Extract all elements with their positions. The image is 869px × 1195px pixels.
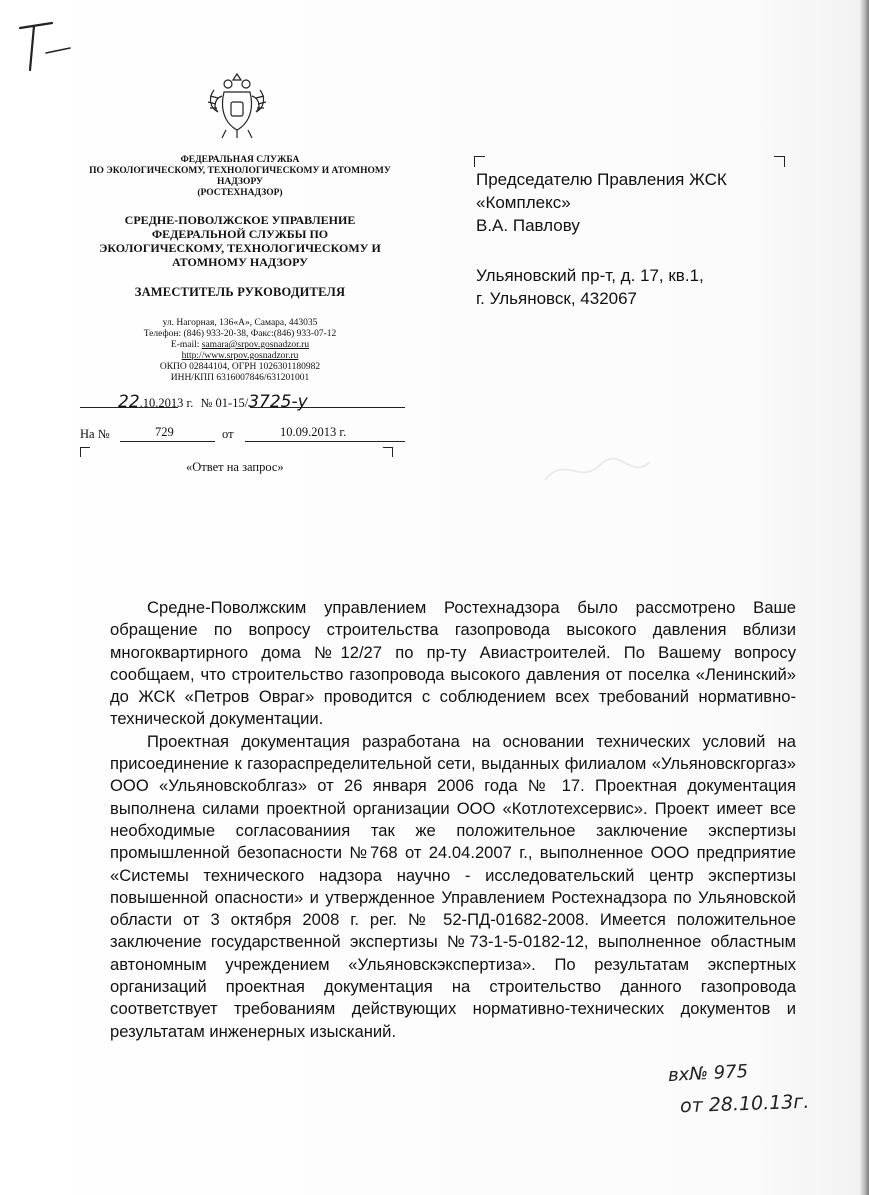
addressee-city: г. Ульяновск, 432067 [476,289,638,308]
email-label: E-mail: [170,340,202,350]
outgoing-no-label: № [200,396,213,410]
addressee-name: В.А. Павлову [476,216,580,235]
division-name: СРЕДНЕ-ПОВОЛЖСКОЕ УПРАВЛЕНИЕ ФЕДЕРАЛЬНОЙ СЛУЖБЫ ПО ЭКОЛОГИЧЕСКОМУ, ТЕХНОЛОГИЧЕСКОМУ И АТОМНОМУ НАДЗОРУ [99,213,381,269]
outgoing-ref [118,392,308,412]
signatory-position: ЗАМЕСТИТЕЛЬ РУКОВОДИТЕЛЯ [134,285,346,299]
incoming-registration-date: от 28.10.13г. [679,1090,810,1118]
outgoing-date: .10.2013 г. [139,396,194,410]
addressee-corner-right [774,156,785,167]
body-paragraph-2: Проектная документация разработана на основании технических условий на присоединение к газораспределительной сети, выданных филиалом «Ульяновскгоргаз» ООО «Ульяновскоблгаз» от 26 января 2006 года № 17. Проектная документация выполнена силами проектной организации ООО «Котлотехсервис». Проект имеет все необходимые согласованиия так же положительное заключение экспертизы промышленной безопасности №768 от 24.04.2007 г., выполненное ООО предприятие «Системы технического надзора научно - исследовательский центр экспертизы повышенной опасности» и утвержденное Управлением Ростехнадзора по Ульяновской области от 3 октября 2008 г. рег. № 52-ПД-01682-2008. Имеется положительное заключение государственной экспертизы №73-1-5-0182-12, выполненное областным автономным учреждением «Ульяновскэкспертиза». По результатам экспертных организаций проектная документация на строительство данного газопровода соответствует требованиям действующих нормативно-технических документов и результатам инженерных изысканий. [110,731,796,1041]
email-link[interactable]: samara@srpov.gosnadzor.ru [201,340,310,350]
subject-line: «Ответ на запрос» [186,460,284,474]
okpo-ogrn: ОКПО 02844104, ОГРН 1026301180982 [159,362,321,372]
address: ул. Нагорная, 136«А», Самара, 443035 [162,318,318,328]
outgoing-number: 3725-у [248,392,308,412]
coat-of-arms-emblem [204,68,270,142]
addressee [476,168,727,310]
addressee-street: Ульяновский пр-т, д. 17, кв.1, [476,266,704,285]
reply-date-underline [245,441,405,442]
phones: Телефон: (846) 933-20-38, Факс:(846) 933-07-12 [143,329,337,339]
contact-details [80,318,400,384]
incoming-registration-number: вх№ 975 [667,1060,749,1087]
body-paragraph-1: Средне-Поволжским управлением Ростехнадзора было рассмотрено Ваше обращение по вопросу строительства газопровода высокого давления вблизи многоквартирного дома №12/27 по пр-ту Авиастроителей. По Вашему вопросу сообщаем, что строительство газопровода высокого давления от поселка «Ленинский» до ЖСК «Петров Овраг» проводится с соблюдением всех требований нормативно-технической документации. [110,598,796,729]
bleed-through-signature [540,450,780,490]
reply-number-underline [120,441,215,442]
addressee-gap [476,237,727,264]
outgoing-day: 22 [118,392,140,412]
addressee-organization: «Комплекс» [476,193,571,212]
inn-kpp: ИНН/КПП 6316007846/631201001 [170,373,310,383]
handwritten-corner-mark [12,8,72,78]
letter-body [110,597,796,1043]
addressee-title: Председателю Правления ЖСК [476,170,727,189]
reply-date: 10.09.2013 г. [280,425,347,439]
reply-to-label: На № [80,427,110,441]
outgoing-number-prefix: 01-15/ [215,396,249,410]
agency-name: ФЕДЕРАЛЬНАЯ СЛУЖБА ПО ЭКОЛОГИЧЕСКОМУ, ТЕХНОЛОГИЧЕСКОМУ И АТОМНОМУ НАДЗОРУ (РОСТЕХНАДЗОР) [89,155,391,198]
reply-number: 729 [155,425,174,439]
subject-corner-left [80,447,90,457]
subject-corner-right [383,447,393,457]
email-line [80,340,400,351]
website-link[interactable]: http://www.srpov.gosnadzor.ru [181,351,299,361]
paper-edge-shadow [859,0,869,1195]
letterhead [80,155,400,384]
reply-from-label: от [222,427,234,441]
addressee-corner-left [474,156,485,167]
